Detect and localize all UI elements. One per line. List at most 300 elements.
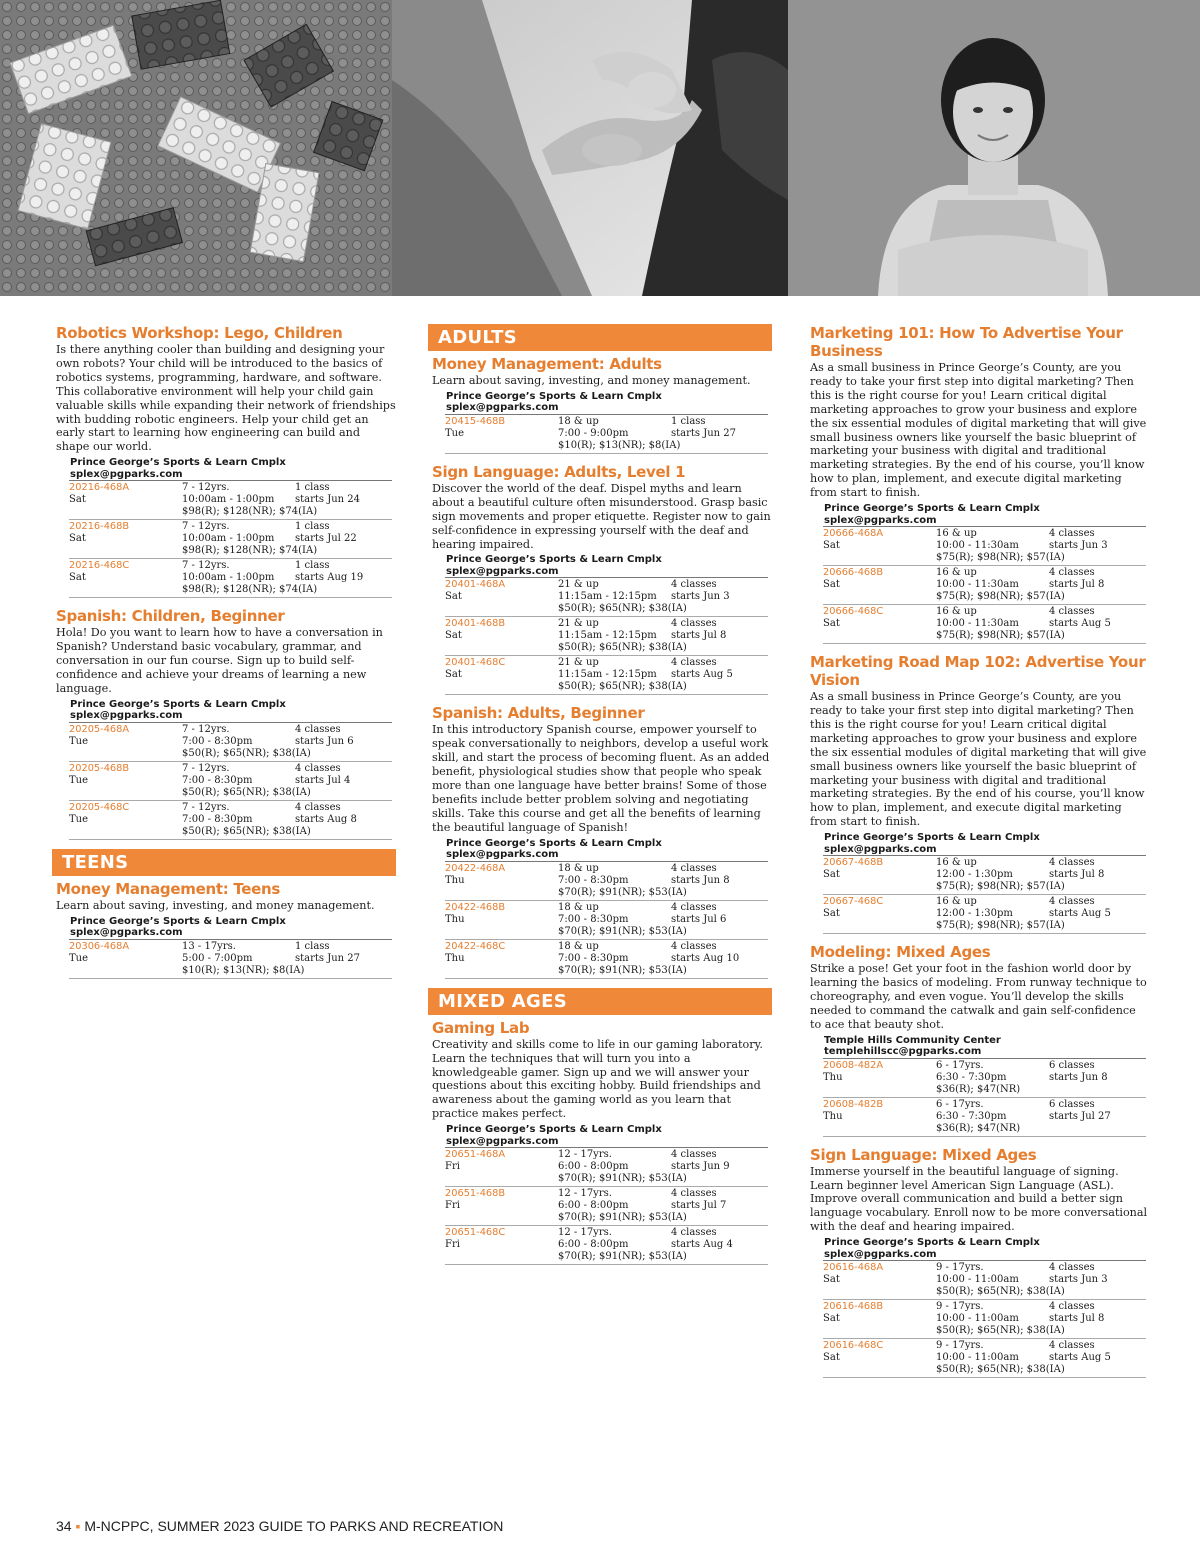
course-marketing-101	[806, 324, 1150, 644]
session-day: Sat	[69, 533, 86, 545]
session-day: Thu	[445, 952, 465, 964]
session-table	[823, 1058, 1146, 1137]
session-row	[823, 856, 1146, 895]
class-count: 4 classes	[671, 940, 717, 952]
session-time: 12:00 - 1:30pm	[936, 869, 1013, 881]
course-description: Is there anything cooler than building and designing your own robots? Your child will be introduced to the basics of robotics systems, programming, hardware, and software. This collaborative environment will help your child gain valuable skills while expanding their network of friendships with budding robotic engineers. Help your child get an early start to learning how engineering can build and shape our world.	[56, 343, 396, 454]
session-time: 6:00 - 8:00pm	[558, 1239, 629, 1251]
session-day: Thu	[823, 1110, 843, 1122]
course-code[interactable]: 20651-468A	[445, 1149, 506, 1161]
session-day: Thu	[823, 1071, 843, 1083]
course-spanish-children	[52, 607, 396, 840]
session-row	[69, 801, 392, 840]
session-row	[445, 901, 768, 940]
course-code[interactable]: 20422-468A	[445, 862, 506, 874]
spacer	[823, 552, 936, 564]
age-range: 18 & up	[558, 415, 599, 427]
class-count: 4 classes	[295, 723, 341, 735]
start-date: starts Jun 8	[1049, 1071, 1108, 1083]
session-row	[445, 862, 768, 901]
age-range: 9 - 17yrs.	[936, 1301, 984, 1313]
class-count: 4 classes	[671, 901, 717, 913]
course-code[interactable]: 20667-468C	[823, 896, 884, 908]
location-email[interactable]: splex@pgparks.com	[70, 710, 183, 722]
column-1	[52, 324, 396, 988]
session-time: 11:15am - 12:15pm	[558, 669, 657, 681]
session-row	[445, 415, 768, 454]
course-code[interactable]: 20415-468B	[445, 415, 506, 427]
session-row	[823, 895, 1146, 934]
lego-bricks-photo	[0, 0, 392, 296]
age-range: 7 - 12yrs.	[182, 723, 230, 735]
course-marketing-102	[806, 653, 1150, 934]
fee-text: $75(R); $98(NR); $57(IA)	[936, 552, 1065, 564]
spacer	[445, 1173, 558, 1185]
spacer	[823, 591, 936, 603]
course-title: Sign Language: Adults, Level 1	[432, 462, 686, 481]
fee-text: $98(R); $128(NR); $74(IA)	[182, 584, 318, 596]
course-description: Strike a pose! Get your foot in the fashion world door by learning the basics of modeling. From runway technique to choreography, and even vogue. You’ll develop the skills needed to command the catwalk and gain self-confidence to ace that beauty shot.	[810, 962, 1147, 1031]
session-row	[69, 940, 392, 979]
session-row	[823, 1300, 1146, 1339]
session-day: Fri	[445, 1200, 460, 1212]
publication-title: M-NCPPC, SUMMER 2023 GUIDE TO PARKS AND RECREATION	[84, 1518, 504, 1534]
fee-text: $75(R); $98(NR); $57(IA)	[936, 591, 1065, 603]
class-count: 4 classes	[1049, 1262, 1095, 1274]
location-email[interactable]: splex@pgparks.com	[824, 514, 937, 526]
start-date: starts Aug 4	[671, 1239, 733, 1251]
session-day: Thu	[445, 874, 465, 886]
course-robotics-workshop	[52, 324, 396, 598]
fee-text: $98(R); $128(NR); $74(IA)	[182, 545, 318, 557]
fee-text: $70(R); $91(NR); $53(IA)	[558, 886, 687, 898]
session-day: Sat	[445, 669, 462, 681]
class-count: 1 class	[295, 482, 330, 494]
session-row	[823, 605, 1146, 644]
fee-text: $75(R); $98(NR); $57(IA)	[936, 630, 1065, 642]
class-count: 1 class	[295, 521, 330, 533]
course-code[interactable]: 20608-482B	[823, 1098, 884, 1110]
session-table	[69, 480, 392, 598]
session-day: Sat	[823, 579, 840, 591]
fee-text: $50(R); $65(NR); $38(IA)	[936, 1325, 1065, 1337]
start-date: starts Jun 3	[671, 591, 730, 603]
session-time: 7:00 - 8:30pm	[182, 774, 253, 786]
page-number: 34	[56, 1518, 72, 1534]
session-row	[445, 1187, 768, 1226]
location-email[interactable]: splex@pgparks.com	[824, 843, 937, 855]
course-title: Robotics Workshop: Lego, Children	[56, 324, 343, 342]
session-row	[445, 656, 768, 695]
session-table	[823, 526, 1146, 644]
course-sign-language-mixed	[806, 1146, 1150, 1379]
spacer	[445, 926, 558, 938]
course-code[interactable]: 20616-468B	[823, 1301, 884, 1313]
course-title: Gaming Lab	[432, 1018, 530, 1037]
session-time: 7:00 - 9:00pm	[558, 427, 629, 439]
spacer	[445, 440, 558, 452]
course-code[interactable]: 20616-468A	[823, 1262, 884, 1274]
spacer	[445, 681, 558, 693]
fee-text: $36(R); $47(NR)	[936, 1122, 1021, 1134]
class-count: 4 classes	[1049, 1301, 1095, 1313]
fee-text: $70(R); $91(NR); $53(IA)	[558, 925, 687, 937]
location-name: Prince George’s Sports & Learn Cmplx	[446, 554, 662, 566]
start-date: starts Aug 5	[671, 669, 733, 681]
session-day: Sat	[69, 572, 86, 584]
start-date: starts Jul 8	[1049, 1313, 1105, 1325]
start-date: starts Jun 27	[671, 427, 737, 439]
course-code[interactable]: 20616-468C	[823, 1340, 884, 1352]
session-day: Fri	[445, 1239, 460, 1251]
session-time: 10:00am - 1:00pm	[182, 494, 275, 506]
start-date: starts Aug 5	[1049, 618, 1111, 630]
session-day: Sat	[823, 618, 840, 630]
course-code[interactable]: 20422-468C	[445, 940, 506, 952]
session-row	[823, 527, 1146, 566]
spacer	[823, 1123, 936, 1135]
start-date: starts Jul 6	[671, 913, 727, 925]
course-code[interactable]: 20666-468B	[823, 567, 884, 579]
section-header-teens: TEENS	[52, 849, 396, 876]
session-time: 10:00 - 11:30am	[936, 540, 1019, 552]
course-code[interactable]: 20401-468B	[445, 618, 506, 630]
session-row	[69, 723, 392, 762]
fee-text: $50(R); $65(NR); $38(IA)	[558, 681, 687, 693]
session-row	[445, 578, 768, 617]
class-count: 4 classes	[671, 618, 717, 630]
class-count: 1 class	[295, 940, 330, 952]
session-row	[445, 617, 768, 656]
course-sign-language-adults	[428, 463, 772, 696]
course-code[interactable]: 20216-468B	[69, 521, 130, 533]
session-row	[69, 559, 392, 598]
session-table	[445, 1147, 768, 1265]
start-date: starts Jul 22	[295, 533, 357, 545]
age-range: 16 & up	[936, 896, 977, 908]
class-count: 4 classes	[295, 762, 341, 774]
course-gaming-lab	[428, 1019, 772, 1265]
session-day: Fri	[445, 1161, 460, 1173]
spacer	[445, 603, 558, 615]
fee-text: $36(R); $47(NR)	[936, 1083, 1021, 1095]
session-row	[445, 1226, 768, 1265]
section-header-mixed-ages: MIXED AGES	[428, 988, 772, 1015]
age-range: 21 & up	[558, 657, 599, 669]
class-count: 4 classes	[1049, 857, 1095, 869]
age-range: 16 & up	[936, 606, 977, 618]
course-money-management-adults	[428, 355, 772, 454]
column-2	[428, 324, 772, 1274]
session-time: 7:00 - 8:30pm	[558, 952, 629, 964]
course-description: As a small business in Prince George’s County, are you ready to take your first step into digital marketing? Then this is the right course for you! Learn critical digital marketing approaches to grow your business and explore the six essential modules of digital marketing that will give small business owners like yourself the basic blueprint of marketing your business with digital and traditional marketing strategies. By the end of his course, you’ll know how to plan, implement, and execute digital marketing from start to finish.	[810, 361, 1147, 500]
session-time: 11:15am - 12:15pm	[558, 630, 657, 642]
age-range: 18 & up	[558, 862, 599, 874]
course-description: In this introductory Spanish course, empower yourself to speak conversationally to neighbors, develop a useful work skill, and start the process of becoming fluent. As an added benefit, physiological studies show that people who speak more than one language have better brains! Some of those benefits include better problem solving and negotiating skills. Take this course and get all the benefits of learning the beautiful language of Spanish!	[432, 723, 770, 834]
fee-text: $50(R); $65(NR); $38(IA)	[182, 825, 311, 837]
start-date: starts Jun 24	[295, 494, 361, 506]
age-range: 21 & up	[558, 618, 599, 630]
start-date: starts Aug 5	[1049, 1352, 1111, 1364]
location-name: Prince George’s Sports & Learn Cmplx	[824, 832, 1040, 844]
fee-text: $98(R); $128(NR); $74(IA)	[182, 506, 318, 518]
start-date: starts Jul 4	[295, 774, 351, 786]
start-date: starts Aug 8	[295, 813, 357, 825]
fee-text: $70(R); $91(NR); $53(IA)	[558, 964, 687, 976]
spacer	[823, 881, 936, 893]
age-range: 12 - 17yrs.	[558, 1188, 612, 1200]
class-count: 4 classes	[671, 657, 717, 669]
photo-strip	[0, 0, 1200, 296]
spacer	[445, 642, 558, 654]
course-code[interactable]: 20401-468C	[445, 657, 506, 669]
location-name: Prince George’s Sports & Learn Cmplx	[70, 457, 286, 469]
fee-text: $10(R); $13(NR); $8(IA)	[182, 964, 305, 976]
session-time: 7:00 - 8:30pm	[558, 874, 629, 886]
spacer	[823, 630, 936, 642]
course-code[interactable]: 20205-468A	[69, 723, 130, 735]
start-date: starts Jun 9	[671, 1161, 730, 1173]
fee-text: $50(R); $65(NR); $38(IA)	[936, 1286, 1065, 1298]
course-code[interactable]: 20666-468A	[823, 528, 884, 540]
session-time: 7:00 - 8:30pm	[182, 735, 253, 747]
session-time: 6:30 - 7:30pm	[936, 1110, 1007, 1122]
class-count: 4 classes	[1049, 1340, 1095, 1352]
start-date: starts Jul 8	[671, 630, 727, 642]
class-count: 1 class	[671, 415, 706, 427]
session-row	[69, 520, 392, 559]
course-code[interactable]: 20216-468A	[69, 482, 130, 494]
session-time: 10:00am - 1:00pm	[182, 572, 275, 584]
fee-text: $75(R); $98(NR); $57(IA)	[936, 881, 1065, 893]
session-time: 6:30 - 7:30pm	[936, 1071, 1007, 1083]
spacer	[69, 584, 182, 596]
location-name: Prince George’s Sports & Learn Cmplx	[446, 390, 662, 402]
class-count: 4 classes	[671, 1188, 717, 1200]
spacer	[823, 1286, 936, 1298]
session-row	[445, 1148, 768, 1187]
course-code[interactable]: 20216-468C	[69, 560, 130, 572]
start-date: starts Jun 3	[1049, 1274, 1108, 1286]
spacer	[69, 545, 182, 557]
class-count: 6 classes	[1049, 1059, 1095, 1071]
course-title: Money Management: Adults	[432, 355, 662, 373]
session-time: 6:00 - 8:00pm	[558, 1200, 629, 1212]
course-code[interactable]: 20608-482A	[823, 1059, 884, 1071]
course-title: Sign Language: Mixed Ages	[810, 1145, 1037, 1164]
page-footer	[56, 1518, 503, 1534]
session-row	[823, 1339, 1146, 1378]
course-title: Modeling: Mixed Ages	[810, 943, 991, 962]
session-time: 10:00am - 1:00pm	[182, 533, 275, 545]
session-time: 7:00 - 8:30pm	[558, 913, 629, 925]
session-day: Sat	[823, 1313, 840, 1325]
session-time: 11:15am - 12:15pm	[558, 591, 657, 603]
age-range: 7 - 12yrs.	[182, 560, 230, 572]
age-range: 16 & up	[936, 857, 977, 869]
location-email[interactable]: splex@pgparks.com	[446, 402, 559, 414]
session-row	[823, 1261, 1146, 1300]
session-table	[445, 414, 768, 454]
session-day: Sat	[823, 540, 840, 552]
session-time: 12:00 - 1:30pm	[936, 908, 1013, 920]
session-time: 10:00 - 11:00am	[936, 1313, 1019, 1325]
fee-text: $50(R); $65(NR); $38(IA)	[182, 786, 311, 798]
fee-text: $75(R); $98(NR); $57(IA)	[936, 920, 1065, 932]
session-row	[69, 762, 392, 801]
age-range: 7 - 12yrs.	[182, 801, 230, 813]
session-day: Tue	[69, 774, 89, 786]
course-code[interactable]: 20205-468C	[69, 801, 130, 813]
location-name: Temple Hills Community Center	[824, 1034, 1001, 1046]
class-count: 4 classes	[671, 579, 717, 591]
class-count: 4 classes	[671, 862, 717, 874]
course-title: Spanish: Adults, Beginner	[432, 704, 645, 723]
course-description: Creativity and skills come to life in our gaming laboratory. Learn the techniques that will turn you into a knowledgeable gamer. Sign up and we will answer your questions about this exciting hobby. Build friendships and awareness about the gaming world as you learn that practice makes perfect.	[432, 1037, 763, 1121]
session-time: 10:00 - 11:00am	[936, 1274, 1019, 1286]
session-day: Sat	[823, 869, 840, 881]
age-range: 18 & up	[558, 940, 599, 952]
location-email[interactable]: splex@pgparks.com	[824, 1248, 937, 1260]
spacer	[823, 1084, 936, 1096]
spacer	[69, 965, 182, 977]
start-date: starts Jun 6	[295, 735, 354, 747]
spacer	[823, 1364, 936, 1376]
class-count: 6 classes	[1049, 1098, 1095, 1110]
course-code[interactable]: 20306-468A	[69, 940, 130, 952]
smiling-girl-portrait-photo	[788, 0, 1200, 296]
location-name: Prince George’s Sports & Learn Cmplx	[70, 915, 286, 927]
session-day: Thu	[445, 913, 465, 925]
course-code[interactable]: 20667-468B	[823, 857, 884, 869]
age-range: 7 - 12yrs.	[182, 762, 230, 774]
spacer	[69, 787, 182, 799]
session-time: 7:00 - 8:30pm	[182, 813, 253, 825]
course-code[interactable]: 20651-468B	[445, 1188, 506, 1200]
course-title: Marketing Road Map 102: Advertise Your Vision	[810, 653, 1146, 690]
session-day: Sat	[445, 630, 462, 642]
fee-text: $10(R); $13(NR); $8(IA)	[558, 439, 681, 451]
course-title: Marketing 101: How To Advertise Your Business	[810, 324, 1123, 360]
session-table	[823, 855, 1146, 934]
session-time: 6:00 - 8:00pm	[558, 1161, 629, 1173]
class-count: 4 classes	[1049, 606, 1095, 618]
session-table	[69, 939, 392, 979]
course-description: As a small business in Prince George’s County, are you ready to take your first step into digital marketing? Then this is the right course for you! Learn critical digital marketing approaches to grow your business and explore the six essential modules of digital marketing that will give small business owners like yourself the basic blueprint of marketing your business with digital and traditional marketing strategies. By the end of his course, you’ll know how to plan, implement, and execute digital marketing from start to finish.	[810, 690, 1147, 829]
start-date: starts Aug 5	[1049, 908, 1111, 920]
session-day: Sat	[445, 591, 462, 603]
session-day: Sat	[823, 1352, 840, 1364]
spacer	[69, 748, 182, 760]
location-name: Prince George’s Sports & Learn Cmplx	[70, 698, 286, 710]
location-email[interactable]: templehillscc@pgparks.com	[824, 1046, 982, 1058]
class-count: 4 classes	[671, 1227, 717, 1239]
session-day: Sat	[69, 494, 86, 506]
session-row	[445, 940, 768, 979]
session-day: Sat	[823, 1274, 840, 1286]
section-header-adults: ADULTS	[428, 324, 772, 351]
location-email[interactable]: splex@pgparks.com	[446, 565, 559, 577]
course-code[interactable]: 20666-468C	[823, 606, 884, 618]
course-description: Immerse yourself in the beautiful language of signing. Learn beginner level American Sign Language (ASL). Improve overall communication and build a better sign language vocabulary. Enroll now to be more conversational with the deaf and hearing impaired.	[810, 1164, 1148, 1234]
session-row	[823, 566, 1146, 605]
age-range: 12 - 17yrs.	[558, 1149, 612, 1161]
course-description: Learn about saving, investing, and money management.	[56, 898, 375, 912]
start-date: starts Jul 8	[1049, 869, 1105, 881]
location-email[interactable]: splex@pgparks.com	[70, 927, 183, 939]
spacer	[69, 826, 182, 838]
course-title: Spanish: Children, Beginner	[56, 607, 285, 626]
class-count: 4 classes	[295, 801, 341, 813]
age-range: 16 & up	[936, 567, 977, 579]
course-code[interactable]: 20401-468A	[445, 579, 506, 591]
start-date: starts Jun 8	[671, 874, 730, 886]
separator-square-icon: ▪	[75, 1518, 81, 1534]
location-name: Prince George’s Sports & Learn Cmplx	[446, 837, 662, 849]
course-description: Learn about saving, investing, and money management.	[432, 374, 751, 387]
spacer	[69, 506, 182, 518]
spacer	[823, 920, 936, 932]
start-date: starts Jun 27	[295, 952, 361, 964]
class-count: 4 classes	[671, 1149, 717, 1161]
start-date: starts Jul 27	[1049, 1110, 1111, 1122]
location-email[interactable]: splex@pgparks.com	[446, 849, 559, 861]
age-range: 12 - 17yrs.	[558, 1227, 612, 1239]
session-day: Sat	[823, 908, 840, 920]
session-time: 5:00 - 7:00pm	[182, 952, 253, 964]
fee-text: $50(R); $65(NR); $38(IA)	[558, 603, 687, 615]
session-day: Tue	[69, 735, 89, 747]
sign-language-hands-photo	[392, 0, 788, 296]
session-row	[823, 1059, 1146, 1098]
age-range: 9 - 17yrs.	[936, 1262, 984, 1274]
age-range: 6 - 17yrs.	[936, 1098, 984, 1110]
fee-text: $70(R); $91(NR); $53(IA)	[558, 1173, 687, 1185]
location-name: Prince George’s Sports & Learn Cmplx	[824, 503, 1040, 515]
course-title: Money Management: Teens	[56, 879, 281, 898]
spacer	[445, 1251, 558, 1263]
session-day: Tue	[69, 813, 89, 825]
start-date: starts Jul 8	[1049, 579, 1105, 591]
session-day: Tue	[445, 427, 465, 439]
class-count: 4 classes	[1049, 567, 1095, 579]
fee-text: $50(R); $65(NR); $38(IA)	[182, 747, 311, 759]
spacer	[445, 887, 558, 899]
spacer	[445, 1212, 558, 1224]
start-date: starts Aug 19	[295, 572, 364, 584]
age-range: 21 & up	[558, 579, 599, 591]
class-count: 4 classes	[1049, 896, 1095, 908]
fee-text: $50(R); $65(NR); $38(IA)	[936, 1364, 1065, 1376]
age-range: 7 - 12yrs.	[182, 521, 230, 533]
location-name: Prince George’s Sports & Learn Cmplx	[446, 1124, 662, 1136]
course-modeling	[806, 943, 1150, 1137]
session-row	[69, 481, 392, 520]
session-table	[445, 577, 768, 695]
course-description: Discover the world of the deaf. Dispel myths and learn about a beautiful culture often misunderstood. Grasp basic sign movements and proper etiquette. Register now to gain self-confidence in expressing yourself with the deaf and hearing impaired.	[432, 481, 771, 551]
session-time: 10:00 - 11:30am	[936, 579, 1019, 591]
spacer	[445, 965, 558, 977]
age-range: 6 - 17yrs.	[936, 1059, 984, 1071]
fee-text: $70(R); $91(NR); $53(IA)	[558, 1212, 687, 1224]
location-email[interactable]: splex@pgparks.com	[70, 468, 183, 480]
course-code[interactable]: 20422-468B	[445, 901, 506, 913]
course-money-management-teens	[52, 880, 396, 979]
age-range: 16 & up	[936, 528, 977, 540]
location-email[interactable]: splex@pgparks.com	[446, 1135, 559, 1147]
course-code[interactable]: 20651-468C	[445, 1227, 506, 1239]
course-code[interactable]: 20205-468B	[69, 762, 130, 774]
